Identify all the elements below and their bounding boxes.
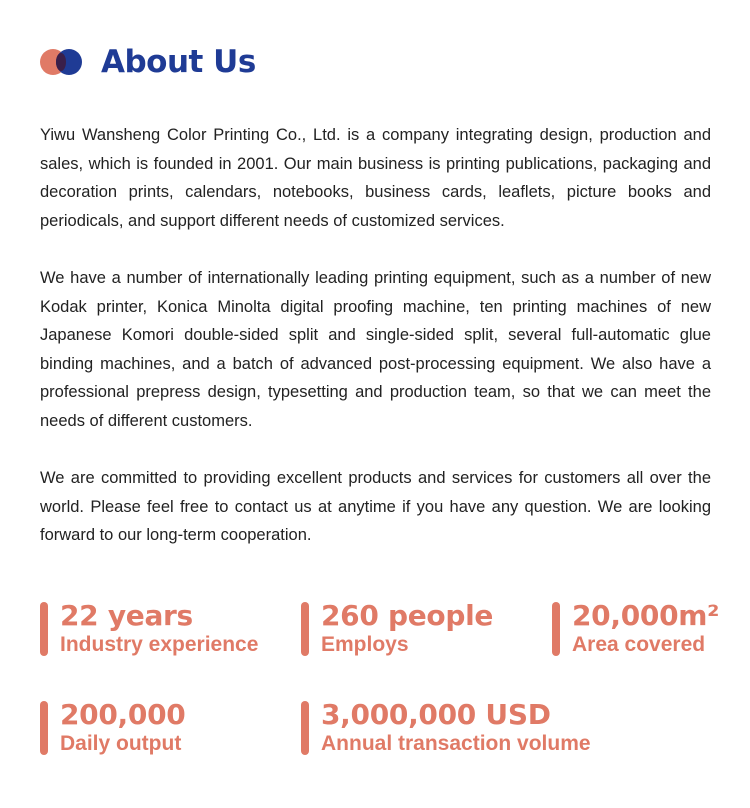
stat-accent-bar [40,701,48,755]
section-header [40,40,256,84]
stat-label: Daily output [60,732,182,755]
stat-label: Area covered [572,633,706,656]
stat-accent-bar [301,701,309,755]
page-title: About Us [101,44,256,80]
paragraph-commitment: We are committed to providing excellent products and services for customers all over the world. Please feel free to contact us at anytime if you have any question. We are looking forward to our long-term cooperation. [40,469,711,545]
stat-value: 200,000 [60,698,186,731]
paragraph-equipment: We have a number of internationally leading printing equipment, such as a number of new Kodak printer, Konica Minolta digital proofing machine, ten printing machines of new Japanese Komori double-sided split and single-sided split, several full-automatic glue binding machines, and a batch of advanced post-processing equipment. We also have a professional prepress design, typesetting and production team, so that we can meet the needs of different customers. [40,268,711,430]
stat-value: 3,000,000 USD [321,698,551,731]
stat-label: Employs [321,633,409,656]
stat-accent-bar [40,602,48,656]
stat-value: 260 people [321,599,494,632]
stat-value: 20,000m² [572,599,720,632]
stat-accent-bar [552,602,560,656]
stat-label: Industry experience [60,633,259,656]
stat-annual-transaction-volume [301,699,591,755]
about-text [40,121,711,579]
stat-area-covered [552,600,719,656]
stat-accent-bar [301,602,309,656]
stat-industry-experience [40,600,258,656]
stat-label: Annual transaction volume [321,732,591,755]
stat-employees [301,600,493,656]
overlapping-circles-icon [40,48,84,76]
stat-value: 22 years [60,599,193,632]
paragraph-intro: Yiwu Wansheng Color Printing Co., Ltd. is a company integrating design, production and sales, which is founded in 2001. Our main business is printing publications, packaging and decoration prints, calendars, notebooks, business cards, leaflets, picture books and periodicals, and support different needs of customized services. [40,126,711,230]
stat-daily-output [40,699,185,755]
